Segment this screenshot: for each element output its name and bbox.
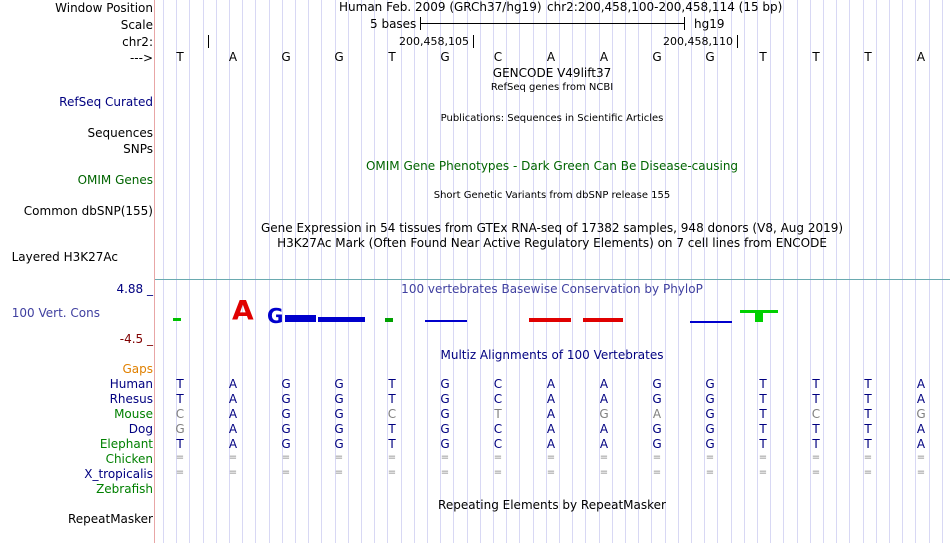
base-letter: G xyxy=(652,50,662,64)
species-label[interactable]: Elephant xyxy=(99,437,153,451)
scale-bar-right-tick xyxy=(684,17,685,30)
alignment-base: = xyxy=(863,452,873,463)
coord-label-1: 200,458,105 xyxy=(399,35,469,48)
alignment-base: T xyxy=(864,422,872,436)
cons-track-title[interactable]: 100 vertebrates Basewise Conservation by PhyloP xyxy=(401,282,703,296)
alignment-base: T xyxy=(759,437,767,451)
base-letter: G xyxy=(705,50,715,64)
alignment-base: C xyxy=(493,392,503,406)
alignment-base: A xyxy=(546,407,556,421)
alignment-base: A xyxy=(546,377,556,391)
scale-text: 5 bases xyxy=(370,17,417,31)
alignment-base: = xyxy=(493,452,503,463)
logo-letter-a-small xyxy=(583,318,623,322)
alignment-base: A xyxy=(916,437,926,451)
alignment-base: A xyxy=(546,437,556,451)
alignment-base: G xyxy=(652,437,662,451)
species-label[interactable]: X_tropicalis xyxy=(84,467,153,481)
alignment-base: T xyxy=(812,422,820,436)
alignment-base: G xyxy=(281,437,291,451)
alignment-base: G xyxy=(599,407,609,421)
alignment-base: A xyxy=(228,377,238,391)
base-letter: T xyxy=(759,50,767,64)
species-label[interactable]: Rhesus xyxy=(109,392,153,406)
logo-letter-a: A xyxy=(232,296,254,326)
publications-track-title[interactable]: Publications: Sequences in Scientific Articles xyxy=(440,113,664,124)
alignment-base: T xyxy=(812,392,820,406)
sequences-track-label[interactable]: Sequences xyxy=(87,126,153,140)
label-column-separator xyxy=(154,0,155,543)
alignment-base: G xyxy=(705,377,715,391)
logo-letter-g-small xyxy=(285,315,316,322)
alignment-base: = xyxy=(916,452,926,463)
alignment-base: G xyxy=(705,437,715,451)
cons-track-label[interactable]: 100 Vert. Cons xyxy=(11,306,100,320)
alignment-base: = xyxy=(493,467,503,478)
omim-track-label[interactable]: OMIM Genes xyxy=(77,173,153,187)
alignment-base: A xyxy=(599,437,609,451)
alignment-base: T xyxy=(864,377,872,391)
alignment-base: T xyxy=(864,392,872,406)
strand-label[interactable]: ---> xyxy=(129,51,153,65)
gencode-track-title[interactable]: GENCODE V49lift37 xyxy=(492,66,612,80)
alignment-base: = xyxy=(599,467,609,478)
dbsnp-track-label[interactable]: Common dbSNP(155) xyxy=(23,204,153,218)
alignment-base: = xyxy=(387,452,397,463)
alignment-base: G xyxy=(652,392,662,406)
alignment-base: = xyxy=(334,467,344,478)
alignment-base: A xyxy=(916,422,926,436)
base-letter: A xyxy=(916,50,926,64)
alignment-base: G xyxy=(705,422,715,436)
snps-track-label[interactable]: SNPs xyxy=(123,142,153,156)
coord-tick xyxy=(208,35,209,48)
alignment-base: T xyxy=(494,407,502,421)
base-letter: T xyxy=(864,50,872,64)
alignment-base: = xyxy=(916,467,926,478)
coord-tick xyxy=(473,35,474,48)
alignment-base: A xyxy=(228,407,238,421)
alignment-base: = xyxy=(387,467,397,478)
logo-letter-t-small xyxy=(385,318,393,322)
alignment-base: = xyxy=(175,467,185,478)
base-letter: T xyxy=(176,50,184,64)
repeatmasker-track-label[interactable]: RepeatMasker xyxy=(67,512,153,526)
alignment-base: = xyxy=(546,467,556,478)
coord-tick xyxy=(737,35,738,48)
alignment-base: = xyxy=(440,452,450,463)
alignment-base: G xyxy=(652,377,662,391)
alignment-base: = xyxy=(705,467,715,478)
species-label[interactable]: Mouse xyxy=(114,407,153,421)
alignment-base: T xyxy=(176,437,184,451)
alignment-base: C xyxy=(175,407,185,421)
cons-max-value: 4.88 _ xyxy=(116,282,153,296)
alignment-base: G xyxy=(334,407,344,421)
alignment-base: G xyxy=(175,422,185,436)
alignment-base: = xyxy=(175,452,185,463)
alignment-base: T xyxy=(388,377,396,391)
alignment-base: = xyxy=(758,467,768,478)
alignment-base: G xyxy=(652,422,662,436)
alignment-base: = xyxy=(228,452,238,463)
alignment-base: A xyxy=(652,407,662,421)
alignment-base: = xyxy=(705,452,715,463)
alignment-base: G xyxy=(440,392,450,406)
base-letter: A xyxy=(228,50,238,64)
h3k27ac-track-title[interactable]: H3K27Ac Mark (Often Found Near Active Regulatory Elements) on 7 cell lines from ENCODE xyxy=(277,236,827,250)
alignment-base: = xyxy=(863,467,873,478)
alignment-base: C xyxy=(387,407,397,421)
base-letter: A xyxy=(599,50,609,64)
alignment-base: T xyxy=(176,392,184,406)
alignment-base: C xyxy=(811,407,821,421)
alignment-base: = xyxy=(281,467,291,478)
position-readout: chr2:200,458,100-200,458,114 (15 bp) xyxy=(547,0,783,14)
logo-letter-t-small xyxy=(173,318,181,321)
alignment-base: G xyxy=(705,392,715,406)
alignment-base: G xyxy=(705,407,715,421)
alignment-base: G xyxy=(334,422,344,436)
alignment-base: T xyxy=(812,377,820,391)
window-position-label: Window Position xyxy=(55,1,153,15)
alignment-base: = xyxy=(440,467,450,478)
alignment-base: = xyxy=(546,452,556,463)
h3k27ac-track-label[interactable]: Layered H3K27Ac xyxy=(11,250,118,264)
multiz-track-title[interactable]: Multiz Alignments of 100 Vertebrates xyxy=(440,348,664,362)
alignment-base: = xyxy=(652,452,662,463)
species-label[interactable]: Dog xyxy=(128,422,153,436)
alignment-base: = xyxy=(758,452,768,463)
alignment-base: A xyxy=(916,377,926,391)
alignment-base: = xyxy=(334,452,344,463)
alignment-base: G xyxy=(440,422,450,436)
logo-letter-t-stem xyxy=(755,310,763,322)
alignment-base: G xyxy=(334,392,344,406)
alignment-base: G xyxy=(916,407,926,421)
alignment-base: C xyxy=(493,437,503,451)
alignment-base: G xyxy=(440,407,450,421)
alignment-base: T xyxy=(388,392,396,406)
assembly-title: Human Feb. 2009 (GRCh37/hg19) xyxy=(339,0,542,14)
refseq-track-title[interactable]: RefSeq genes from NCBI xyxy=(490,82,614,93)
logo-letter-g-small xyxy=(690,321,732,323)
alignment-base: = xyxy=(652,467,662,478)
alignment-base: G xyxy=(281,392,291,406)
alignment-base: = xyxy=(228,467,238,478)
alignment-base: A xyxy=(546,422,556,436)
alignment-base: T xyxy=(812,437,820,451)
scale-db: hg19 xyxy=(694,17,725,31)
logo-letter-g: G xyxy=(267,304,284,326)
species-label[interactable]: Zebrafish xyxy=(96,482,153,496)
alignment-base: = xyxy=(281,452,291,463)
scale-label: Scale xyxy=(120,18,153,32)
alignment-base: G xyxy=(281,422,291,436)
alignment-base: = xyxy=(811,467,821,478)
base-letter: T xyxy=(812,50,820,64)
alignment-base: T xyxy=(759,392,767,406)
alignment-base: A xyxy=(228,392,238,406)
logo-letter-g-small xyxy=(318,317,365,322)
alignment-base: C xyxy=(493,377,503,391)
alignment-base: A xyxy=(228,437,238,451)
base-letter: T xyxy=(388,50,396,64)
base-letter: A xyxy=(546,50,556,64)
alignment-base: T xyxy=(864,437,872,451)
logo-letter-g-small xyxy=(425,320,467,322)
base-letter: G xyxy=(440,50,450,64)
cons-min-value: -4.5 _ xyxy=(119,332,153,346)
alignment-base: T xyxy=(759,422,767,436)
alignment-base: A xyxy=(599,392,609,406)
alignment-base: T xyxy=(759,407,767,421)
alignment-base: G xyxy=(334,437,344,451)
omim-track-title[interactable]: OMIM Gene Phenotypes - Dark Green Can Be Disease-causing xyxy=(365,159,739,173)
alignment-base: A xyxy=(546,392,556,406)
alignment-base: T xyxy=(388,437,396,451)
alignment-base: G xyxy=(440,437,450,451)
alignment-base: T xyxy=(759,377,767,391)
alignment-base: = xyxy=(599,452,609,463)
phylop-conservation-logo[interactable] xyxy=(155,296,950,326)
scale-bar xyxy=(420,23,684,24)
gaps-label: Gaps xyxy=(122,362,153,376)
alignment-base: G xyxy=(440,377,450,391)
alignment-base: A xyxy=(228,422,238,436)
gtex-track-title[interactable]: Gene Expression in 54 tissues from GTEx RNA-seq of 17382 samples, 948 donors (V8, Aug 2019) xyxy=(260,221,844,235)
base-letter: G xyxy=(281,50,291,64)
species-label[interactable]: Chicken xyxy=(105,452,153,466)
base-letter: G xyxy=(334,50,344,64)
chr-label: chr2: xyxy=(122,35,153,49)
repeatmasker-track-title[interactable]: Repeating Elements by RepeatMasker xyxy=(438,498,666,512)
alignment-base: T xyxy=(864,407,872,421)
species-label[interactable]: Human xyxy=(109,377,153,391)
dbsnp-track-title[interactable]: Short Genetic Variants from dbSNP release 155 xyxy=(433,190,671,201)
coord-label-2: 200,458,110 xyxy=(663,35,733,48)
alignment-base: C xyxy=(493,422,503,436)
alignment-base: A xyxy=(916,392,926,406)
alignment-base: T xyxy=(388,422,396,436)
alignment-base: T xyxy=(176,377,184,391)
alignment-base: G xyxy=(281,407,291,421)
alignment-base: G xyxy=(281,377,291,391)
alignment-base: = xyxy=(811,452,821,463)
base-letter: C xyxy=(493,50,503,64)
alignment-base: A xyxy=(599,377,609,391)
alignment-base: G xyxy=(334,377,344,391)
conservation-separator xyxy=(155,279,950,280)
logo-letter-a-small xyxy=(529,318,571,322)
refseq-track-label[interactable]: RefSeq Curated xyxy=(59,95,153,109)
alignment-base: A xyxy=(599,422,609,436)
